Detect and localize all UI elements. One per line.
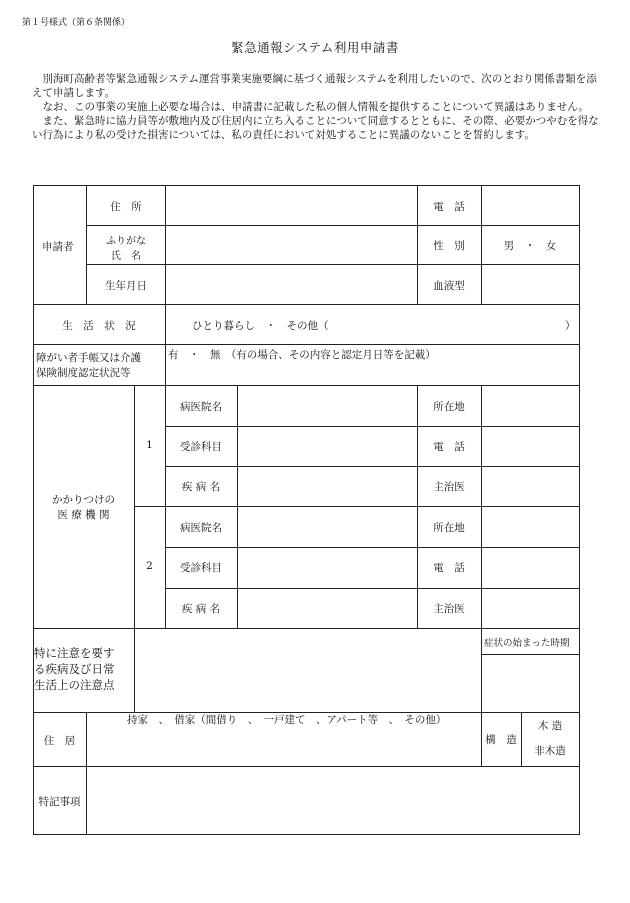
form-id: 第１号様式（第６条関係） [22, 18, 131, 28]
department-label: 受診科目 [180, 441, 222, 453]
hospital-label: 病医院名 [180, 522, 222, 534]
residence-types: 持家 、 借家（間借り 、 一戸建て 、アパート等 、 その他） [127, 714, 447, 726]
attention-label-line2: る疾病及び日常 [34, 662, 115, 676]
name-label: 氏 名 [111, 251, 141, 262]
blood-type-label: 血液型 [433, 280, 465, 292]
living-status-label: 生 活 状 況 [62, 320, 136, 332]
page-title: 緊急通報システム利用申請書 [231, 40, 399, 55]
clinic-phone-label: 電 話 [433, 562, 465, 574]
department-label: 受診科目 [180, 562, 222, 574]
attention-label-line1: 特に注意を要す [34, 646, 115, 660]
birthdate-label: 生年月日 [105, 280, 147, 292]
doctor-label: 主治医 [433, 603, 465, 615]
hospital-label: 病医院名 [180, 401, 222, 413]
disability-label-line1: 障がい者手帳又は介護 [36, 352, 141, 364]
applicant-section-label: 申請者 [42, 241, 74, 253]
onset-label: 症状の始まった時期 [484, 638, 570, 649]
intro-paragraph: なお、この事業の実施上必要な場合は、申請書に記載した私の個人情報を提供することについて異議はありません。 [42, 101, 589, 113]
clinic-phone-label: 電 話 [433, 441, 465, 453]
intro-paragraph: 別海町高齢者等緊急通報システム運営事業実施要綱に基づく通報システムを利用したいので、次のとおり関係書類を添えて申請します。 [32, 73, 597, 99]
disability-value: 有 ・ 無 （有の場合、その内容と認定月日等を記載） [168, 349, 436, 361]
address-label: 住 所 [110, 201, 142, 213]
location-label: 所在地 [433, 522, 465, 534]
wood-option: 木 造 [537, 720, 563, 732]
disability-label-line2: 保険制度認定状況等 [36, 367, 131, 379]
intro-paragraph: また、緊急時に協力員等が敷地内及び住居内に立ち入ることについて同意するとともに、その際、必要かつやむを得ない行為により私の受けた損害については、私の責任において対処することに異議のないことを誓約します。 [32, 115, 599, 141]
location-label: 所在地 [433, 401, 465, 413]
sex-label: 性 別 [433, 240, 465, 252]
residence-label: 住 居 [43, 735, 76, 747]
clinic-number: 1 [146, 439, 153, 451]
clinic-section-line2: 医 療 機 関 [57, 509, 110, 521]
clinic-number: 2 [146, 560, 153, 572]
clinic-section-line1: かかりつけの [52, 494, 115, 506]
disease-label: 疾 病 名 [181, 481, 221, 493]
structure-label: 構 造 [485, 734, 517, 746]
living-status-options: ひとり暮らし ・ その他（ [192, 320, 329, 332]
sex-options: 男 ・ 女 [503, 240, 557, 252]
doctor-label: 主治医 [433, 481, 465, 493]
disease-label: 疾 病 名 [181, 603, 221, 615]
attention-label-line3: 生活上の注意点 [34, 678, 115, 692]
living-status-close: ） [565, 320, 576, 332]
remarks-label: 特記事項 [38, 796, 81, 808]
non-wood-option: 非木造 [534, 745, 566, 757]
furigana-label: ふりがな [106, 236, 146, 247]
phone-label: 電 話 [433, 201, 465, 213]
